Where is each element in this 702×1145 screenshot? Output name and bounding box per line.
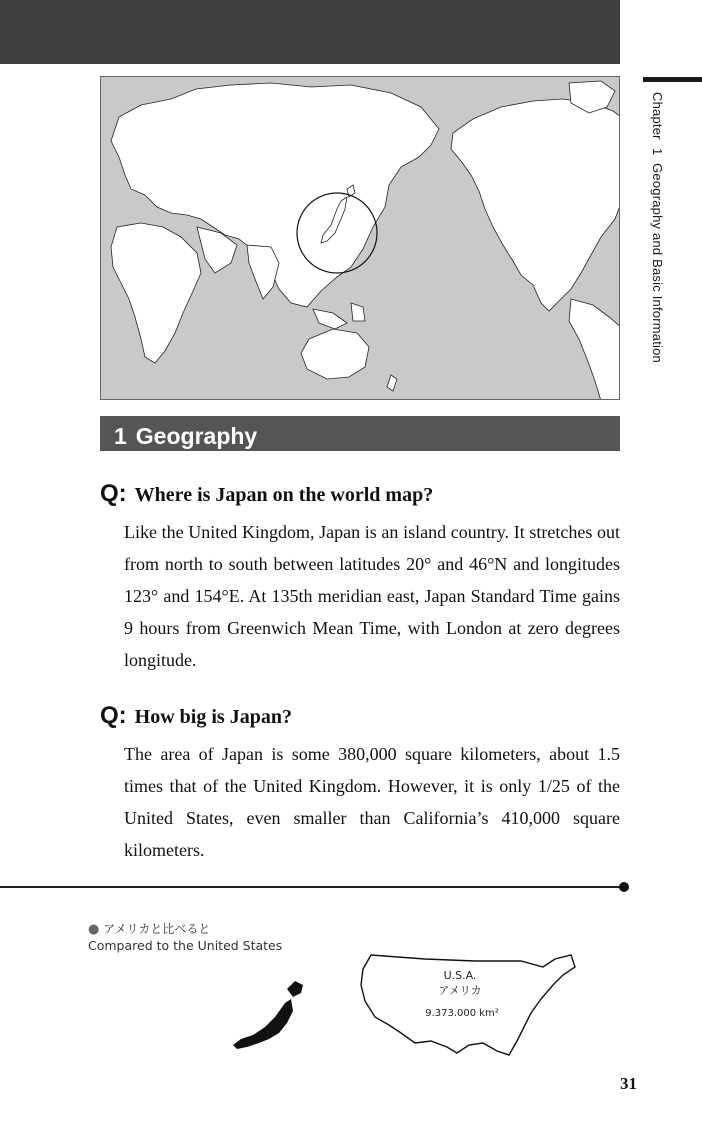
section-heading bbox=[100, 416, 620, 451]
qa-block-1 bbox=[100, 480, 620, 676]
bullet-icon: ● bbox=[88, 922, 100, 937]
rule-end-dot bbox=[619, 882, 629, 892]
page-number: 31 bbox=[620, 1074, 637, 1093]
comparison-title-jp bbox=[88, 920, 210, 937]
japan-usa-comparison bbox=[225, 945, 625, 1080]
question-2: How big is Japan? bbox=[134, 706, 292, 728]
japan-silhouette bbox=[233, 981, 303, 1049]
world-map-graphic bbox=[101, 77, 620, 400]
section-title: Geography bbox=[135, 423, 258, 449]
chapter-number: 1 bbox=[650, 147, 665, 156]
comparison-title-en: Compared to the United States bbox=[88, 938, 283, 953]
chapter-running-head bbox=[643, 92, 665, 412]
qa-block-2 bbox=[100, 702, 620, 866]
answer-1: Like the United Kingdom, Japan is an island country. It stretches out from north to south between latitudes 20° and 46°N and longitudes 123° and 154°E. At 135th meridian east, Japan Standard Time gains 9 hours from Greenwich Mean Time, with London at zero degrees longitude. bbox=[124, 522, 620, 670]
header-bar bbox=[0, 0, 620, 64]
comparison-title-jp-text: アメリカと比べると bbox=[103, 922, 211, 936]
bottom-rule bbox=[0, 886, 624, 888]
chapter-title: Geography and Basic Information bbox=[650, 163, 665, 363]
question-mark-label: Q: bbox=[100, 702, 127, 729]
section-number: 1 bbox=[114, 423, 127, 449]
side-rule bbox=[643, 77, 702, 82]
usa-area: 9.373.000 km² bbox=[425, 1008, 499, 1019]
usa-name-jp: アメリカ bbox=[438, 984, 482, 997]
question-mark-label: Q: bbox=[100, 480, 127, 507]
world-map bbox=[100, 76, 620, 400]
answer-2: The area of Japan is some 380,000 square kilometers, about 1.5 times that of the United Kingdom. However, it is only 1/25 of the United States, even smaller than California’s 410,000 square kilometers. bbox=[124, 744, 620, 860]
usa-name: U.S.A. bbox=[443, 969, 477, 982]
chapter-word: Chapter bbox=[650, 92, 665, 140]
question-1: Where is Japan on the world map? bbox=[134, 484, 434, 506]
